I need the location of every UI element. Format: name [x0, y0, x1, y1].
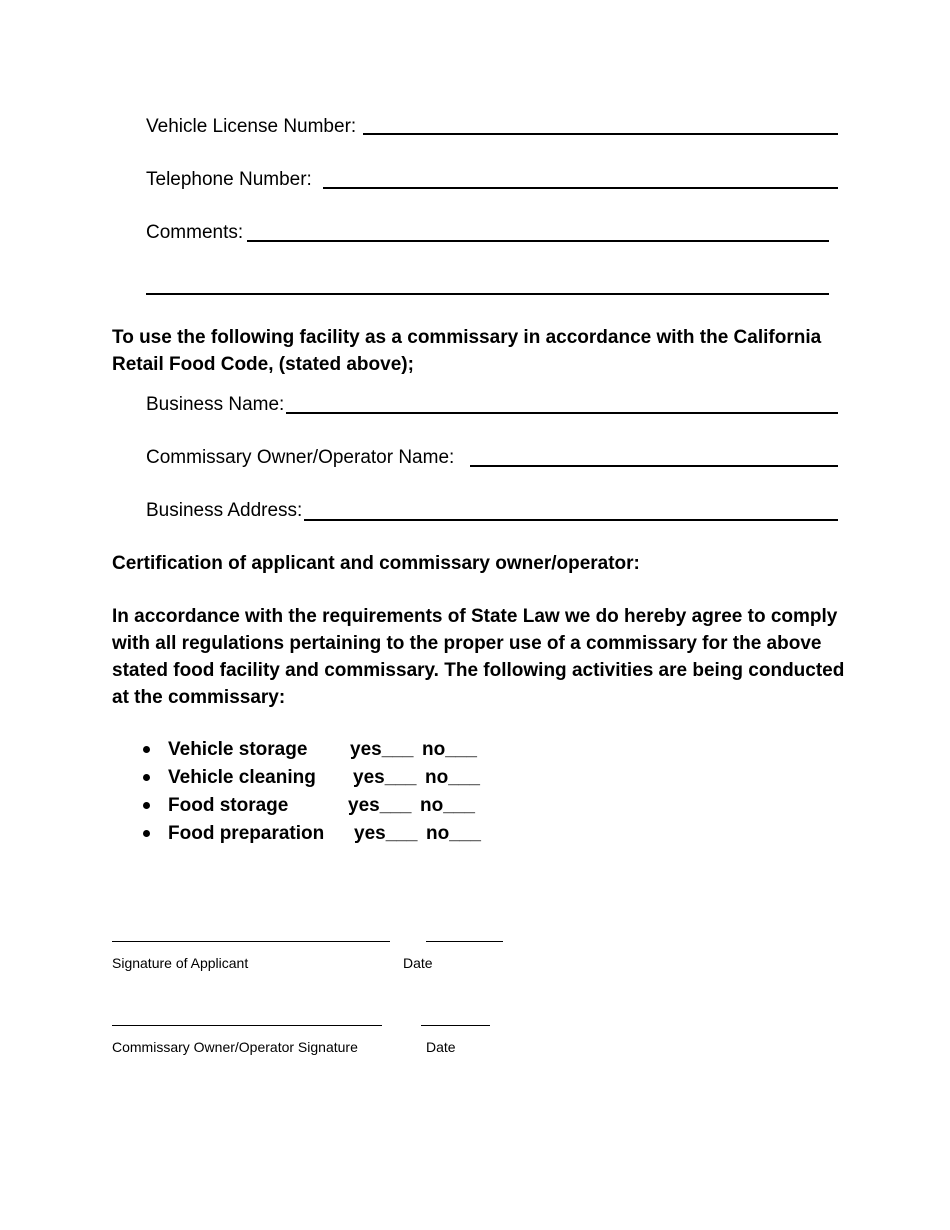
- business-name-label: Business Name:: [146, 394, 285, 415]
- vehicle-license-label: Vehicle License Number:: [146, 116, 357, 137]
- activity-no-blank[interactable]: no___: [420, 795, 475, 816]
- comments-label: Comments:: [146, 222, 244, 243]
- applicant-date-label: Date: [403, 955, 433, 971]
- activity-label: Food storage: [168, 795, 289, 816]
- activity-label: Food preparation: [168, 823, 325, 844]
- owner-date-label: Date: [426, 1039, 456, 1055]
- activity-yes-blank[interactable]: yes___: [353, 767, 417, 788]
- telephone-label: Telephone Number:: [146, 169, 312, 190]
- activity-label: Vehicle cleaning: [168, 767, 316, 788]
- owner-signature-label: Commissary Owner/Operator Signature: [112, 1039, 358, 1055]
- telephone-field[interactable]: [323, 187, 838, 189]
- bullet-icon: [143, 746, 150, 753]
- owner-signature-line[interactable]: [112, 1025, 382, 1026]
- certification-heading: Certification of applicant and commissary owner/operator:: [112, 553, 640, 574]
- owner-name-field[interactable]: [470, 465, 838, 467]
- commissary-intro-text: To use the following facility as a commissary in accordance with the California Retail Food Code, (stated above);: [112, 327, 822, 375]
- applicant-date-line[interactable]: [426, 941, 503, 942]
- business-address-field[interactable]: [304, 519, 838, 521]
- business-address-label: Business Address:: [146, 500, 303, 521]
- comments-field-line-2[interactable]: [146, 293, 829, 295]
- activity-yes-blank[interactable]: yes___: [350, 739, 414, 760]
- applicant-signature-label: Signature of Applicant: [112, 955, 249, 971]
- activity-yes-blank[interactable]: yes___: [348, 795, 412, 816]
- applicant-signature-line[interactable]: [112, 941, 390, 942]
- activity-no-blank[interactable]: no___: [426, 823, 481, 844]
- owner-date-line[interactable]: [421, 1025, 490, 1026]
- activity-no-blank[interactable]: no___: [425, 767, 480, 788]
- business-name-field[interactable]: [286, 412, 838, 414]
- owner-name-label: Commissary Owner/Operator Name:: [146, 447, 455, 468]
- bullet-icon: [143, 774, 150, 781]
- vehicle-license-field[interactable]: [363, 133, 838, 135]
- bullet-icon: [143, 830, 150, 837]
- activity-label: Vehicle storage: [168, 739, 308, 760]
- activity-no-blank[interactable]: no___: [422, 739, 477, 760]
- activity-yes-blank[interactable]: yes___: [354, 823, 418, 844]
- comments-field[interactable]: [247, 240, 829, 242]
- agreement-paragraph: In accordance with the requirements of State Law we do hereby agree to comply with all regulations pertaining to the proper use of a commissary for the above stated food facility and commissary. The following activities are being conducted at the commissary:: [112, 606, 845, 708]
- bullet-icon: [143, 802, 150, 809]
